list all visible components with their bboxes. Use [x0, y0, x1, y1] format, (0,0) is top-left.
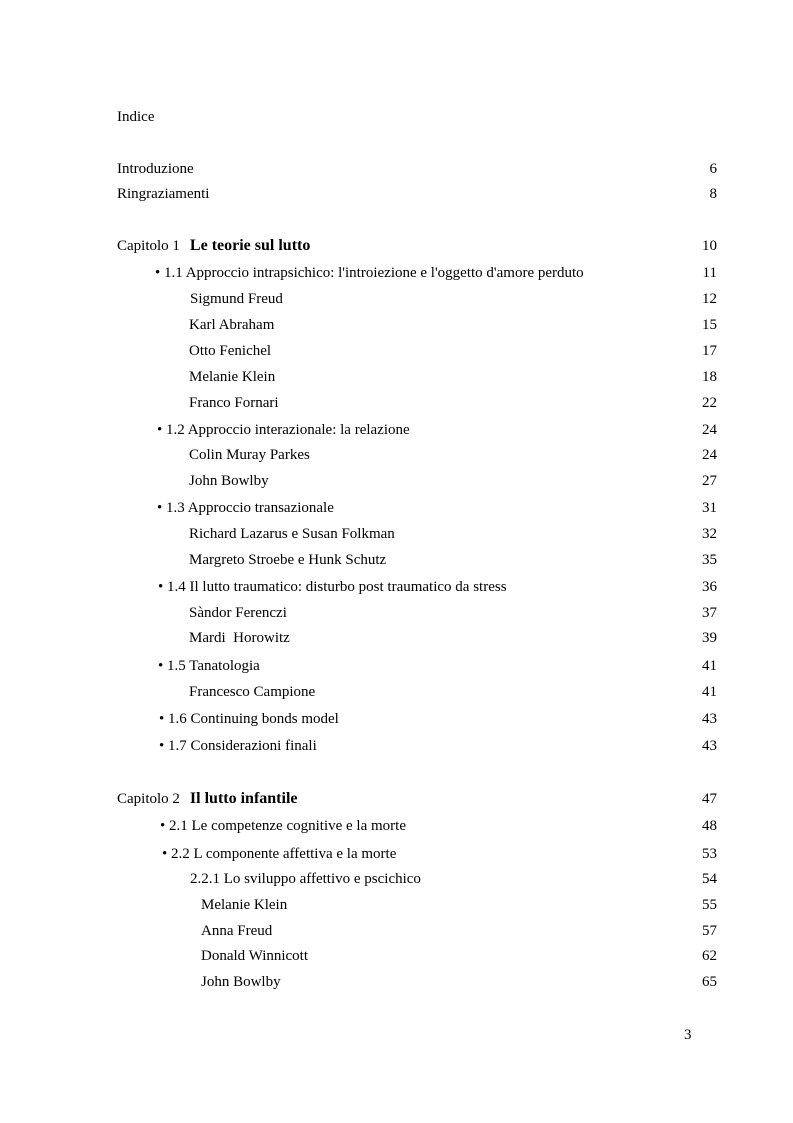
toc-entry-label: • 1.2 Approccio interazionale: la relazione: [157, 419, 410, 441]
toc-entry-label: • 1.1 Approccio intrapsichico: l'introiezione e l'oggetto d'amore perduto: [155, 262, 584, 284]
toc-entry: [117, 470, 717, 492]
toc-entry-page: 37: [702, 605, 717, 621]
toc-entry-label: Richard Lazarus e Susan Folkman: [189, 526, 395, 542]
toc-entry-label: Franco Fornari: [189, 395, 279, 411]
toc-entry: [117, 314, 717, 336]
toc-entry: [117, 971, 717, 993]
chapter-prefix: Capitolo 1: [117, 238, 180, 254]
toc-entry-label: John Bowlby: [201, 974, 281, 990]
chapter-heading-2: [117, 788, 717, 810]
toc-entry: [117, 262, 717, 284]
toc-entry-page: 65: [702, 974, 717, 990]
toc-title: Indice: [117, 109, 155, 125]
toc-entry-ringraziamenti: [117, 183, 717, 205]
toc-entry-page: 12: [702, 291, 717, 307]
toc-entry-label: Sàndor Ferenczi: [189, 605, 287, 621]
toc-entry-label: • 2.2 L componente affettiva e la morte: [162, 843, 396, 865]
toc-entry-introduzione: [117, 158, 717, 180]
toc-entry: [117, 497, 717, 519]
toc-entry: [117, 392, 717, 414]
toc-entry-label: Introduzione: [117, 161, 194, 177]
toc-entry-label: Karl Abraham: [189, 317, 275, 333]
page-number: 3: [684, 1027, 692, 1043]
toc-entry-label: Otto Fenichel: [189, 343, 272, 359]
chapter-page: 47: [702, 791, 717, 807]
toc-entry-page: 31: [702, 500, 717, 516]
toc-entry: [117, 945, 717, 967]
chapter-title: Le teorie sul lutto: [189, 237, 311, 254]
toc-entry: [117, 340, 717, 362]
toc-entry-page: 24: [702, 447, 717, 463]
toc-entry-page: 39: [702, 630, 717, 646]
toc-entry: [117, 843, 717, 865]
toc-entry: [117, 868, 717, 890]
chapter-heading-1: [117, 235, 717, 257]
toc-entry-page: 11: [702, 265, 717, 281]
chapter-page: 10: [702, 238, 717, 254]
toc-entry-page: 62: [702, 948, 717, 964]
toc-entry-label: John Bowlby: [189, 473, 269, 489]
toc-entry-page: 57: [702, 923, 717, 939]
toc-entry: [117, 815, 717, 837]
toc-entry-page: 18: [702, 369, 717, 385]
toc-entry: [117, 920, 717, 942]
toc-entry-label: Sigmund Freud: [190, 291, 283, 307]
toc-entry-label: Melanie Klein: [189, 369, 276, 385]
toc-entry: [117, 576, 717, 598]
toc-entry-page: 43: [702, 738, 717, 754]
toc-entry-page: 17: [702, 343, 717, 359]
toc-entry-label: • 1.3 Approccio transazionale: [157, 497, 334, 519]
toc-entry-page: 35: [702, 552, 717, 568]
toc-entry-page: 43: [702, 711, 717, 727]
toc-entry-label: Melanie Klein: [201, 897, 288, 913]
toc-entry-page: 41: [702, 658, 717, 674]
toc-entry-label: Margreto Stroebe e Hunk Schutz: [189, 552, 387, 568]
toc-entry-page: 15: [702, 317, 717, 333]
toc-entry-label: • 1.7 Considerazioni finali: [159, 735, 317, 757]
toc-entry: [117, 549, 717, 571]
toc-entry: [117, 602, 717, 624]
toc-entry: [117, 681, 717, 703]
toc-entry: [117, 627, 717, 649]
toc-entry-label: 2.2.1 Lo sviluppo affettivo e pscichico: [190, 871, 421, 887]
toc-entry-page: 27: [702, 473, 717, 489]
toc-entry-label: Donald Winnicott: [201, 948, 309, 964]
toc-entry-page: 36: [702, 579, 717, 595]
toc-entry: [117, 735, 717, 757]
toc-entry-page: 6: [709, 161, 717, 177]
toc-entry-page: 41: [702, 684, 717, 700]
toc-entry: [117, 444, 717, 466]
toc-entry-page: 48: [702, 818, 717, 834]
toc-entry-page: 55: [702, 897, 717, 913]
toc-entry-label: • 1.6 Continuing bonds model: [159, 708, 339, 730]
toc-entry: [117, 523, 717, 545]
toc-entry-page: 22: [702, 395, 717, 411]
toc-entry: [117, 366, 717, 388]
chapter-title: Il lutto infantile: [189, 790, 298, 807]
toc-entry-label: Francesco Campione: [189, 684, 316, 700]
toc-entry-label: • 1.5 Tanatologia: [158, 655, 260, 677]
toc-entry-page: 54: [702, 871, 717, 887]
toc-entry-page: 8: [709, 186, 717, 202]
toc-entry: [117, 894, 717, 916]
toc-entry: [117, 288, 717, 310]
toc-entry-label: • 1.4 Il lutto traumatico: disturbo post traumatico da stress: [158, 576, 507, 598]
toc-entry-label: Anna Freud: [201, 923, 273, 939]
toc-entry-label: Ringraziamenti: [117, 186, 210, 202]
toc-entry-label: • 2.1 Le competenze cognitive e la morte: [160, 815, 406, 837]
toc-entry-page: 32: [702, 526, 717, 542]
toc-entry: [117, 708, 717, 730]
toc-entry-label: Colin Muray Parkes: [189, 447, 310, 463]
toc-entry-label: Mardi Horowitz: [189, 630, 290, 646]
toc-entry: [117, 655, 717, 677]
toc-entry-page: 53: [702, 846, 717, 862]
toc-entry: [117, 419, 717, 441]
chapter-prefix: Capitolo 2: [117, 791, 180, 807]
toc-entry-page: 24: [702, 422, 717, 438]
